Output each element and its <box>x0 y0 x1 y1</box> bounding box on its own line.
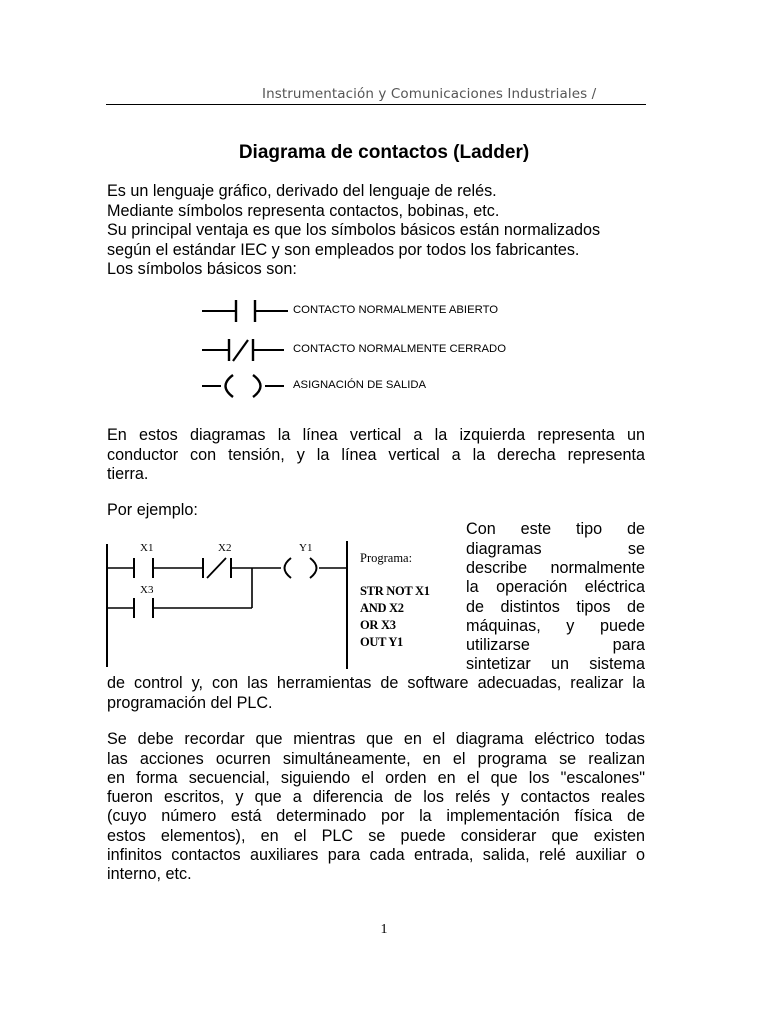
program-line: STR NOT X1 <box>360 584 430 598</box>
wrap-line: máquinas, y puede <box>466 617 645 635</box>
body-line: fueron escritos, y que a diferencia de los relés y contactos reales <box>107 788 645 806</box>
contact-x2-slash <box>207 558 226 578</box>
label-x3: X3 <box>140 584 154 596</box>
page-title: Diagrama de contactos (Ladder) <box>238 142 530 163</box>
wrap-line: diagramas se <box>466 540 645 558</box>
wrap-line: la operación eléctrica <box>466 578 645 596</box>
coil-y1-left <box>285 558 292 578</box>
intro-line: Mediante símbolos representa contactos, bobinas, etc. <box>107 202 500 220</box>
symbol-label: ASIGNACIÓN DE SALIDA <box>293 379 427 391</box>
wrap-line: utilizarse para <box>466 636 645 654</box>
body-line: (cuyo número está determinado por la implementación física de <box>107 807 645 825</box>
label-y1: Y1 <box>299 542 313 554</box>
body-line: de control y, con las herramientas de software adecuadas, realizar la <box>107 674 645 692</box>
normally-closed-contact-icon <box>196 335 290 365</box>
body-line: las acciones ocurren simultáneamente, en el programa se realizan <box>107 750 645 768</box>
body-line: infinitos contactos auxiliares para cada entrada, salida, relé auxiliar o <box>107 846 645 864</box>
symbol-label: CONTACTO NORMALMENTE ABIERTO <box>293 304 499 316</box>
body-line: tierra. <box>107 465 149 483</box>
output-coil-icon <box>196 371 290 401</box>
symbol-label: CONTACTO NORMALMENTE CERRADO <box>293 343 506 355</box>
ladder-diagram <box>98 536 360 672</box>
intro-line: Su principal ventaja es que los símbolos básicos están normalizados <box>107 221 601 239</box>
intro-line: Los símbolos básicos son: <box>107 260 297 278</box>
coil-y1-right <box>310 558 317 578</box>
intro-line: Es un lenguaje gráfico, derivado del lenguaje de relés. <box>107 182 497 200</box>
body-line: conductor con tensión, y la línea vertical a la derecha representa <box>107 446 645 464</box>
body-line: estos elementos), en el PLC se puede considerar que existen <box>107 827 645 845</box>
body-line: En estos diagramas la línea vertical a la izquierda representa un <box>107 426 645 444</box>
header-rule <box>106 104 646 105</box>
program-line: OR X3 <box>360 618 396 632</box>
example-label: Por ejemplo: <box>107 501 198 519</box>
wrap-line: Con este tipo de <box>466 520 645 538</box>
page-number: 1 <box>380 922 388 937</box>
wrap-line: sintetizar un sistema <box>466 655 645 673</box>
body-line: en forma secuencial, siguiendo el orden en el que los "escalones" <box>107 769 645 787</box>
program-line: AND X2 <box>360 601 404 615</box>
wrap-line: describe normalmente <box>466 559 645 577</box>
normally-open-contact-icon <box>196 296 290 326</box>
running-header: Instrumentación y Comunicaciones Industriales / <box>262 86 597 102</box>
label-x1: X1 <box>140 542 154 554</box>
program-line: OUT Y1 <box>360 635 403 649</box>
wrap-line: de distintos tipos de <box>466 598 645 616</box>
body-line: programación del PLC. <box>107 694 273 712</box>
label-x2: X2 <box>218 542 232 554</box>
intro-line: según el estándar IEC y son empleados por todos los fabricantes. <box>107 241 580 259</box>
program-title: Programa: <box>360 551 413 565</box>
body-line: interno, etc. <box>107 865 192 883</box>
body-line: Se debe recordar que mientras que en el diagrama eléctrico todas <box>107 730 645 748</box>
